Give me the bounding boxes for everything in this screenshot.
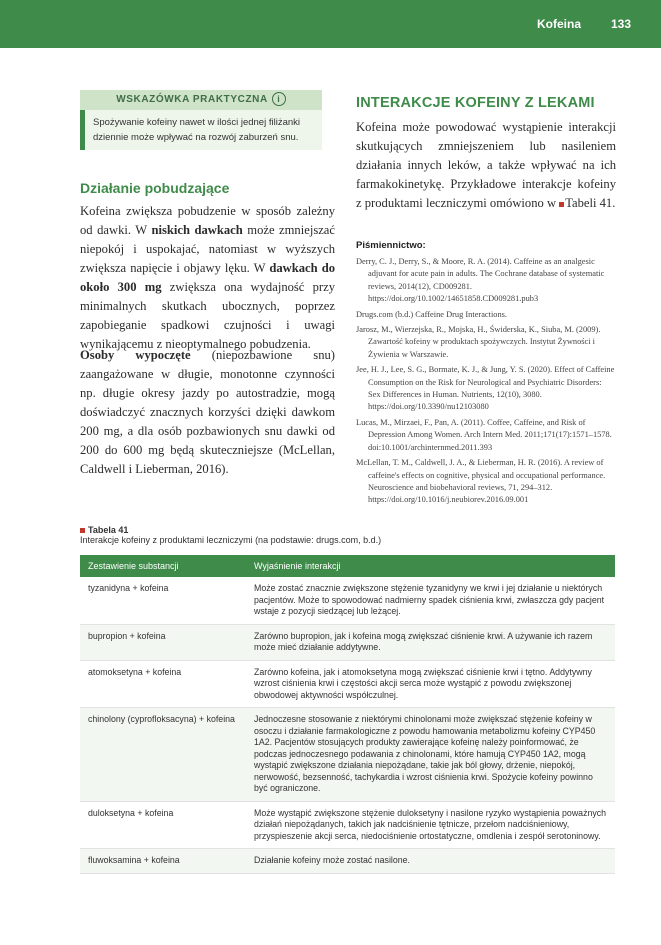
info-icon: i <box>272 92 286 106</box>
cell-explanation: Może zostać znacznie zwiększone stężenie tyzanidyny we krwi i jej działanie u niektórych pacjentów. Może to spowodować nadmierny spadek ciśnienia krwi, zwłaszcza gdy pacjent wstaje z pozycji siedzącej lub leżącej. <box>246 577 615 624</box>
table-header-row <box>80 555 615 577</box>
chapter-title: Kofeina <box>536 17 581 31</box>
table-row <box>80 708 615 802</box>
page-header <box>0 0 661 48</box>
references-title: Piśmiennictwo: <box>356 240 426 251</box>
reference-item: McLellan, T. M., Caldwell, J. A., & Lieberman, H. R. (2016). A review of caffeine's effects on cognitive, physical and occupational performance. Neuroscience and biobehavioral reviews, 71, 294–312. https://doi.org/10.1016/j.neubiorev.2016.09.001 <box>356 458 606 505</box>
cell-substances: chinolony (cyprofloksacyna) + kofeina <box>80 708 246 802</box>
reference-item: Drugs.com (b.d.) Caffeine Drug Interactions. <box>356 309 508 319</box>
table-row <box>80 849 615 874</box>
p1-bold-300mg: dawkach do około 300 mg <box>80 261 336 294</box>
interactions-text: Kofeina może powodować wystąpienie interakcji skutkujących zmniejszeniem lub nasileniem działania innych leków, a także wpływać na ich farmakokinetykę. Przykładowe interakcje kofeiny z produktami leczniczymi omówiono w <box>356 120 616 210</box>
tip-title: WSKAZÓWKA PRAKTYCZNA <box>116 94 268 105</box>
table-reference-link[interactable]: Tabeli 41. <box>565 196 616 210</box>
table-caption <box>80 525 381 545</box>
section-heading-interactions: INTERAKCJE KOFEINY Z LEKAMI <box>356 95 595 111</box>
cell-substances: tyzanidyna + kofeina <box>80 577 246 624</box>
cell-explanation: Działanie kofeiny może zostać nasilone. <box>246 849 615 874</box>
cell-explanation: Może wystąpić zwiększone stężenie duloksetyny i nasilone ryzyko wystąpienia poważnych działań niepożądanych, takich jak nadciśnienie tętnicze, przełom nadciśnieniowy, przyspieszenie akcji serca, niedociśnienie ortostatyczne, omdlenia i zespół serotoninowy. <box>246 801 615 849</box>
cell-substances: fluwoksamina + kofeina <box>80 849 246 874</box>
reference-item: Derry, C. J., Derry, S., & Moore, R. A. (2014). Caffeine as an analgesic adjuvant for acute pain in adults. The Cochrane database of systematic reviews, 2014(12), CD009281. https://doi.org/10.1002/14651858.CD009281.pub3 <box>356 257 605 304</box>
p1-bold-low-doses: niskich dawkach <box>151 223 243 237</box>
practical-tip-box <box>80 90 322 154</box>
references-list <box>356 256 616 510</box>
tip-title-bar <box>80 90 322 110</box>
cell-explanation: Zarówno kofeina, jak i atomoksetyna mogą zwiększać ciśnienie krwi i tętno. Addytywny wzrost ciśnienia krwi i częstości akcji serca może wystąpić z powodu zwiększonej obwodowej aktywności współczulnej. <box>246 660 615 708</box>
reference-item: Jee, H. J., Lee, S. G., Bormate, K. J., & Jung, Y. S. (2020). Effect of Caffeine Consumption on the Risk for Neurological and Psychiatric Disorders: Sex Differences in Human. Nutrients, 12(10), 3080. https://doi.org/10.3390/nu12103080 <box>356 365 615 412</box>
table-row <box>80 801 615 849</box>
table-row <box>80 660 615 708</box>
paragraph-interactions <box>356 118 616 213</box>
table-name: Tabela 41 <box>88 525 129 535</box>
table-description: Interakcje kofeiny z produktami leczniczymi (na podstawie: drugs.com, b.d.) <box>80 535 382 545</box>
table-row <box>80 577 615 624</box>
cell-explanation: Zarówno bupropion, jak i kofeina mogą zwiększać ciśnienie krwi. A używanie ich razem może mieć działanie addytywne. <box>246 624 615 660</box>
column-header-substances: Zestawienie substancji <box>80 555 246 577</box>
table-row <box>80 624 615 660</box>
interactions-table <box>80 555 615 874</box>
paragraph-rested-persons <box>80 346 335 479</box>
p1-text-c: może zmniejszać niepokój i uspokajać, natomiast w wyższych zwiększa napięcie i objawy lęku. W <box>80 223 335 275</box>
cell-substances: duloksetyna + kofeina <box>80 801 246 849</box>
p1-text-e: zwiększa ona wydajność przy minimalnych skutkach ubocznych, poprzez zapobieganie spadkowi czujności i uwagi wynikającemu z nieoptymalnego pobudzenia. <box>80 280 335 351</box>
reference-item: Lucas, M., Mirzaei, F., Pan, A. (2011). Coffee, Caffeine, and Risk of Depression Among Women. Arch Intern Med. 2011;171(17):1571–1578. doi:10.1001/archinternmed.2011.393 <box>356 417 612 452</box>
p2-text-b: (niepozbawione snu) zaangażowane w długie, monotonne czynności np. długie okresy jazdy po autostradzie, mogą doświadczyć znacznych korzyści dzięki dawkom 200 mg, a dla osób pozbawionych snu dawki od 200 do 600 mg będą skuteczniejsze (McLellan, Caldwell i Lieberman, 2016). <box>80 348 335 476</box>
column-header-explanation: Wyjaśnienie interakcji <box>246 555 615 577</box>
reference-item: Jarosz, M., Wierzejska, R., Mojska, H., Świderska, K., Siuba, M. (2009). Zawartość kofeiny w produktach spożywczych. Instytut Żywności i Żywienia w Warszawie. <box>356 325 601 359</box>
page-number: 133 <box>610 17 631 31</box>
cell-substances: atomoksetyna + kofeina <box>80 660 246 708</box>
table-marker <box>80 528 85 533</box>
section-heading-stimulation: Działanie pobudzające <box>80 180 230 196</box>
table-reference-marker <box>559 202 564 207</box>
cell-substances: bupropion + kofeina <box>80 624 246 660</box>
p2-bold-rested: Osoby wypoczęte <box>80 348 191 362</box>
p1-text-a: Kofeina zwiększa pobudzenie w sposób zależny od dawki. W <box>80 204 335 237</box>
paragraph-stimulation <box>80 202 335 354</box>
cell-explanation: Jednoczesne stosowanie z niektórymi chinolonami może zwiększać stężenie kofeiny w osoczu i działanie farmakologiczne z powodu hamowania metabolizmu kofeiny CYP450 1A2. Pacjentów stosujących produkty zawierające kofeinę należy poinformować, że podczas jednoczesnego podawania z chinolonami, które hamują CYP450 1A2, mogą wystąpić zwiększone działania niepożądane, takie jak ból głowy, drżenie, niepokój, nerwowość, bezsenność, tachykardia i wzrost ciśnienia krwi. Spożycie kofeiny powinno być ograniczone. <box>246 708 615 802</box>
tip-body: Spożywanie kofeiny nawet w ilości jednej filiżanki dziennie może wpływać na rozwój zaburzeń snu. <box>80 110 322 150</box>
